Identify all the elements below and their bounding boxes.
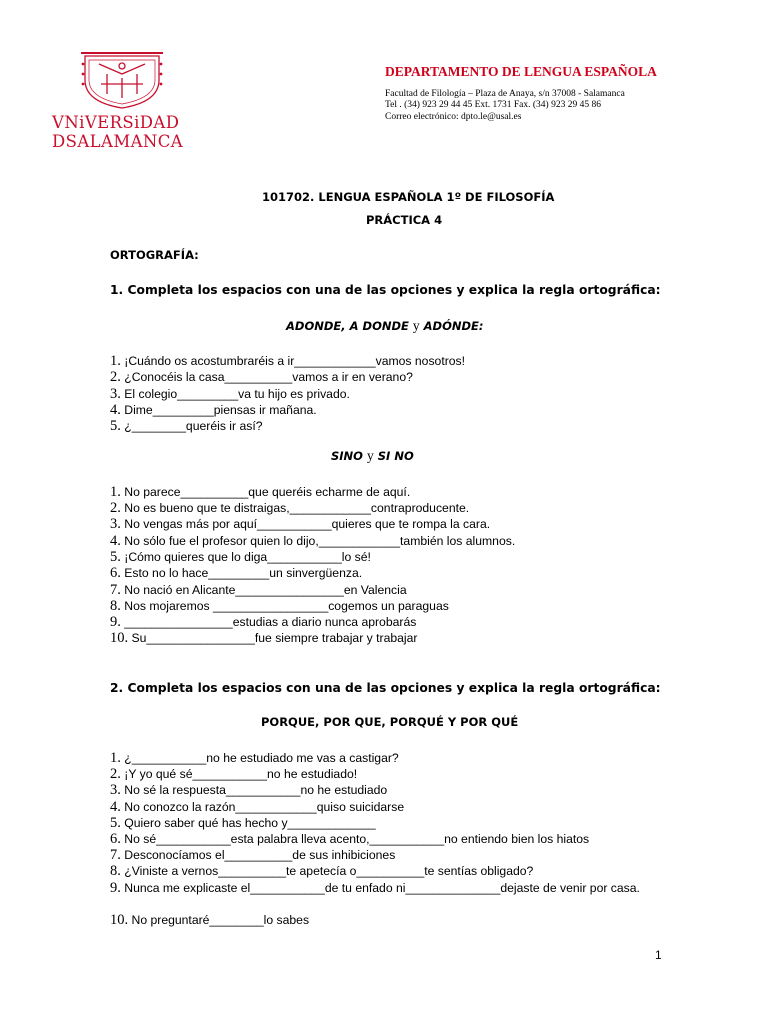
group1-option-a: ADONDE, A DONDE: [286, 319, 409, 333]
exercise-item: 2. ¡Y yo qué sé___________no he estudiado!: [110, 766, 358, 782]
group3-title: PORQUE, POR QUE, PORQUÉ Y POR QUÉ: [261, 715, 519, 729]
exercise-item: 2. ¿Conocéis la casa__________vamos a ir en verano?: [110, 369, 413, 385]
exercise-item: 3. No vengas más por aquí___________quieres que te rompa la cara.: [110, 516, 491, 532]
exercise-item: 9. ________________estudias a diario nunca aprobarás: [110, 614, 417, 630]
exercise-item: 5. ¿________queréis ir así?: [110, 418, 263, 434]
university-name-line2: DSALAMANCA: [52, 132, 184, 151]
department-contact: [385, 89, 625, 123]
exercise-item: 5. ¡Cómo quieres que lo diga___________lo sé!: [110, 549, 371, 565]
exercise-item: 8. ¿Viniste a vernos__________te apetecía o__________te sentías obligado?: [110, 863, 534, 879]
group2-option-a: SINO: [331, 449, 363, 463]
group1-colon: :: [478, 319, 484, 333]
group2-title: [331, 448, 414, 464]
exercise-item: 3. No sé la respuesta___________no he estudiado: [110, 782, 388, 798]
exercise-item: 4. No sólo fue el profesor quien lo dijo,____________también los alumnos.: [110, 533, 516, 549]
exercise-item: 8. Nos mojaremos _________________cogemos un paraguas: [110, 598, 449, 614]
exercise-item: 10. No preguntaré________lo sabes: [110, 912, 310, 928]
group1-title: [286, 318, 484, 334]
exercise-item: 1. ¡Cuándo os acostumbraréis a ir____________vamos nosotros!: [110, 353, 466, 369]
instruction-1: 1. Completa los espacios con una de las opciones y explica la regla ortográfica:: [110, 283, 661, 297]
course-title: 101702. LENGUA ESPAÑOLA 1º DE FILOSOFÍA: [262, 190, 555, 204]
exercise-item: 2. No es bueno que te distraigas,____________contraproducente.: [110, 500, 470, 516]
exercise-item: 7. Desconocíamos el__________de sus inhibiciones: [110, 847, 396, 863]
exercise-item: 4. No conozco la razón____________quiso suicidarse: [110, 799, 405, 815]
group2-option-b: SI NO: [377, 449, 414, 463]
department-title: DEPARTAMENTO DE LENGUA ESPAÑOLA: [385, 64, 657, 79]
exercise-item: 9. Nunca me explicaste el___________de tu enfado ni______________dejaste de venir por casa.: [110, 880, 640, 896]
exercise-item: 5. Quiero saber qué has hecho y_____________: [110, 815, 376, 831]
university-name-line1: VNiVERSiDAD: [52, 113, 180, 132]
university-seal-logo: [79, 50, 165, 110]
exercise-item: 4. Dime_________piensas ir mañana.: [110, 402, 317, 418]
exercise-item: 7. No nació en Alicante________________en Valencia: [110, 582, 407, 598]
exercise-item: 3. El colegio_________va tu hijo es privado.: [110, 386, 350, 402]
exercise-item: 10. Su________________fue siempre trabajar y trabajar: [110, 630, 418, 646]
group1-option-b: ADÓNDE: [423, 319, 479, 333]
exercise-item: 6. Esto no lo hace_________un sinvergüenza.: [110, 565, 363, 581]
section-title: ORTOGRAFÍA:: [110, 248, 199, 262]
practice-title: PRÁCTICA 4: [366, 213, 443, 227]
university-name: [52, 113, 192, 151]
contact-email: Correo electrónico: dpto.le@usal.es: [385, 111, 522, 122]
exercise-item: 1. No parece__________que queréis echarme de aquí.: [110, 484, 411, 500]
page-number: 1: [655, 948, 662, 962]
contact-phone: Tel . (34) 923 29 44 45 Ext. 1731 Fax. (34) 923 29 45 86: [385, 100, 601, 111]
exercise-item: 6. No sé___________esta palabra lleva acento,___________no entiendo bien los hiatos: [110, 831, 590, 847]
group2-conjunction: y: [366, 448, 374, 463]
group1-conjunction: y: [412, 318, 420, 333]
exercise-item: 1. ¿___________no he estudiado me vas a castigar?: [110, 750, 399, 766]
contact-address: Facultad de Filología – Plaza de Anaya, s/n 37008 - Salamanca: [385, 89, 625, 99]
instruction-2: 2. Completa los espacios con una de las opciones y explica la regla ortográfica:: [110, 681, 661, 695]
